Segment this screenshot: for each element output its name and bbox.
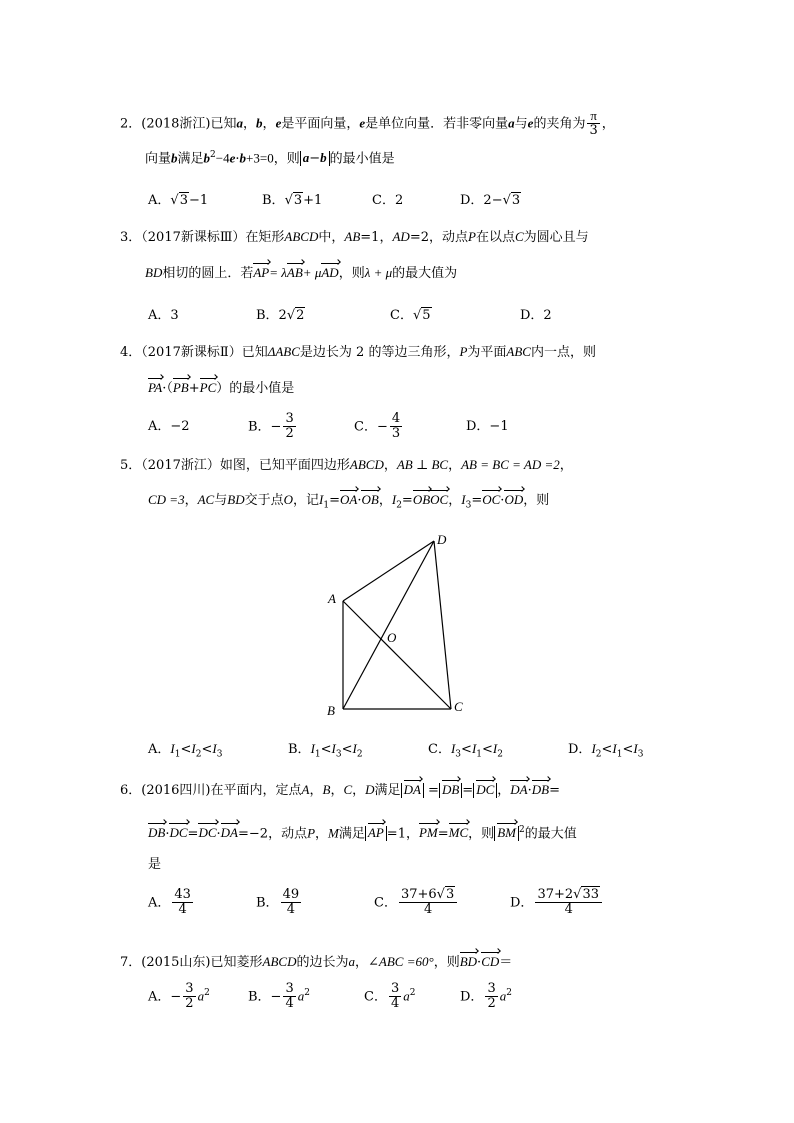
- problem-2-line-2: 向量b满足$b^2-4e\cdot b+3=0$，则 a−b 的最小值是: [145, 150, 395, 167]
- option-a[interactable]: A．3: [148, 308, 179, 323]
- problem-6-options: [148, 888, 708, 932]
- problem-6-line-3: 是: [148, 857, 162, 872]
- problem-5-line-2: CD =3，AC与BD交于点O，记$I_1=OA\cdot OB$，$I_2=OBOC$，$I_3=OC\cdot OD$，则: [148, 492, 550, 511]
- problem-6-line-1: 6．(2016四川)在平面内，定点A，B，C，D满足 DA = DB = DC ，DA·DB=: [120, 782, 561, 798]
- option-d[interactable]: D． $\frac{37+2√33}{4}$: [510, 888, 604, 918]
- option-c[interactable]: C． $\frac{37+6√3}{4}$: [374, 888, 459, 918]
- diagonal-bd: [343, 541, 434, 709]
- problem-5-line-1: 5．（2017浙江）如图，已知平面四边形ABCD，AB ⊥ BC，AB = BC = AD =2，: [120, 457, 573, 473]
- option-b[interactable]: B．√3+1: [262, 193, 323, 208]
- problem-2-line-1: 2．(2018浙江)已知a，b，e是平面向量，e是单位向量．若非零向量a与e的夹角为 $\frac{\pi}{3}$ ，: [120, 108, 615, 139]
- option-b[interactable]: B．2√2: [256, 308, 305, 323]
- label-c: C: [454, 699, 463, 714]
- label-o: O: [387, 630, 397, 645]
- problem-3-line-1: 3．（2017新课标Ⅲ）在矩形ABCD中，AB=1，AD=2，动点P在以点C为圆心且与: [120, 229, 589, 245]
- option-c[interactable]: C．2: [372, 193, 404, 208]
- option-b[interactable]: B． $\frac{49}{4}$: [256, 887, 300, 918]
- option-d[interactable]: D．2−√3: [460, 193, 521, 208]
- problem-source: (2018浙江): [141, 116, 211, 132]
- problem-7-options: [148, 982, 708, 1026]
- option-b[interactable]: B．− $\frac{3}{4}$ $a^2$: [248, 981, 310, 1012]
- label-a: A: [328, 591, 336, 606]
- option-c[interactable]: C．$I_3<I_1<I_2$: [428, 741, 503, 760]
- diagonal-ac: [343, 601, 451, 709]
- fraction-pi-over-3: $\frac{\pi}{3}$: [589, 108, 598, 139]
- problem-6-line-2: DB·DC=DC·DA=−2，动点P，M满足 AP =1，PM=MC，则 BM $^2$的最大值: [148, 825, 577, 842]
- option-a[interactable]: A．$I_1<I_2<I_3$: [148, 741, 223, 760]
- option-c[interactable]: C． $\frac{3}{4}$ $a^2$: [364, 981, 416, 1012]
- problem-4-options: [148, 412, 708, 452]
- option-a[interactable]: A．√3−1: [148, 193, 209, 208]
- edge-cd: [434, 541, 451, 709]
- option-a[interactable]: A．−2: [148, 419, 190, 434]
- problem-number: 2．: [120, 116, 142, 132]
- label-b: B: [327, 703, 335, 718]
- option-a[interactable]: A．− $\frac{3}{2}$ $a^2$: [148, 981, 210, 1012]
- quadrilateral-figure: [320, 530, 470, 720]
- option-a[interactable]: A． $\frac{43}{4}$: [148, 887, 191, 918]
- problem-4-line-1: 4．（2017新课标Ⅱ）已知ΔABC是边长为 2 的等边三角形，P为平面ABC内一点，则: [120, 344, 596, 360]
- edge-da: [343, 541, 434, 601]
- option-c[interactable]: C．− $\frac{4}{3}$: [354, 411, 401, 442]
- problem-3-line-2: BD相切的圆上．若AP= λAB+ μAD，则λ + μ的最大值为: [145, 265, 458, 281]
- option-d[interactable]: D． $\frac{3}{2}$ $a^2$: [460, 981, 512, 1012]
- option-b[interactable]: B．$I_1<I_3<I_2$: [288, 741, 363, 760]
- option-d[interactable]: D．−1: [466, 419, 509, 434]
- option-c[interactable]: C．√5: [390, 308, 431, 323]
- problem-4-line-2: PA·（PB+PC）的最小值是: [148, 380, 295, 396]
- option-b[interactable]: B．− $\frac{3}{2}$: [248, 411, 294, 442]
- label-d: D: [437, 532, 447, 547]
- option-d[interactable]: D．2: [520, 308, 552, 323]
- option-d[interactable]: D．$I_2<I_1<I_3$: [568, 741, 644, 760]
- problem-7-line-1: 7．(2015山东)已知菱形ABCD的边长为a，∠ABC =60°，则BD·CD＝: [120, 954, 513, 970]
